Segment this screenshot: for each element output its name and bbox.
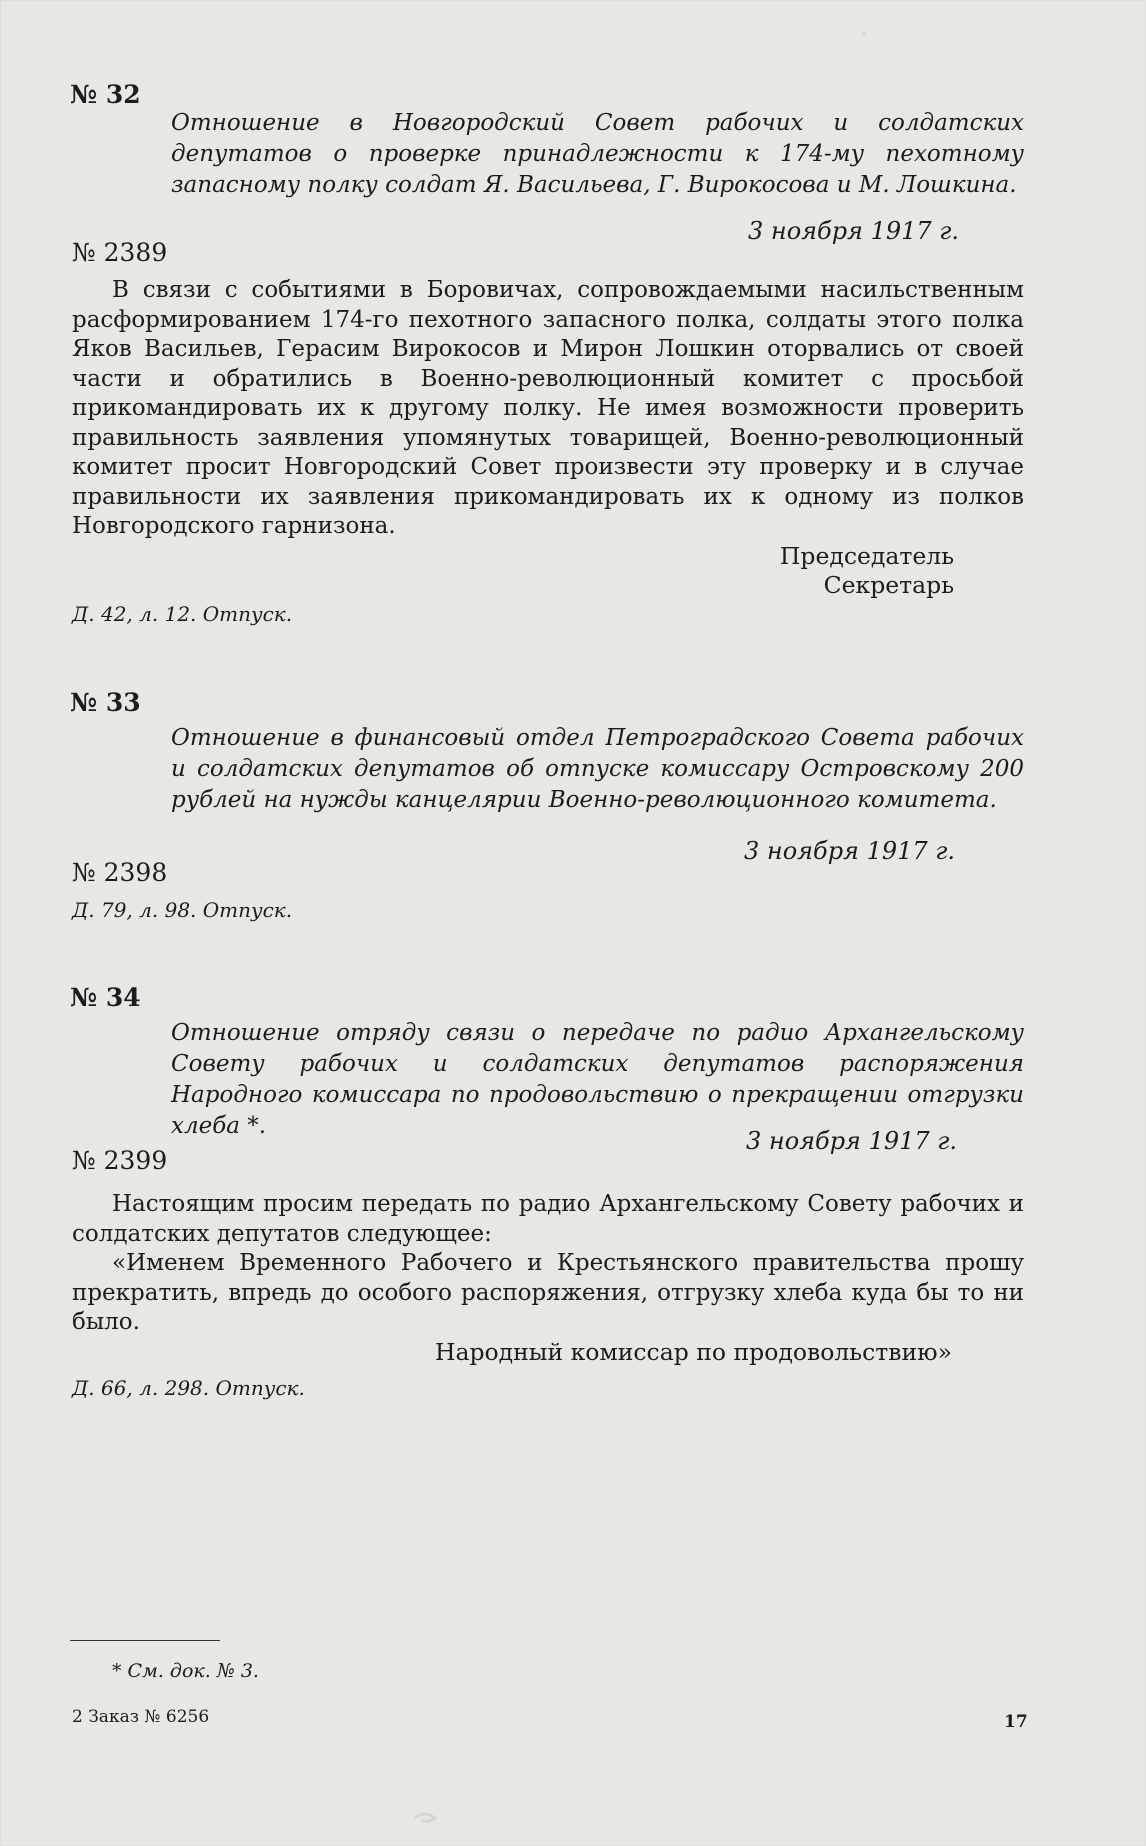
doc32-signer-secretary: Секретарь [823,571,954,599]
doc34-body [72,1190,1024,1338]
doc33-title: Отношение в финансовый отдел Петроградского Совета рабочих и солдатских депутатов об отпуске комиссару Островскому 200 рублей на нужды канцелярии Военно-революционного комитета. [171,725,1024,813]
doc32-source: Д. 42, л. 12. Отпуск. [72,602,293,626]
doc33-source: Д. 79, л. 98. Отпуск. [72,898,293,922]
doc34-body-paragraph-1: Настоящим просим передать по радио Архангельскому Совету рабочих и солдатских депутатов следующее: [72,1191,1024,1247]
doc32-signer-chairman: Председатель [779,542,954,570]
doc33-number: № 33 [70,688,141,717]
footnote-divider [70,1640,220,1641]
footnote: * См. док. № 3. [112,1660,259,1682]
doc32-date: 3 ноября 1917 г. [748,217,960,245]
doc32-reg-number: № 2389 [72,238,168,267]
doc34-reg-number: № 2399 [72,1146,168,1175]
doc34-body-paragraph-2: «Именем Временного Рабочего и Крестьянского правительства прошу прекратить, впредь до особого распоряжения, отгрузку хлеба куда бы то ни было. [72,1250,1024,1335]
doc32-number: № 32 [70,80,141,109]
doc34-source: Д. 66, л. 298. Отпуск. [72,1376,305,1400]
page-number: 17 [1004,1712,1028,1732]
print-order: 2 Заказ № 6256 [72,1707,210,1727]
doc34-number: № 34 [70,983,141,1012]
doc33-date: 3 ноября 1917 г. [744,837,956,865]
doc34-title: Отношение отряду связи о передаче по радио Архангельскому Совету рабочих и солдатских депутатов распоряжения Народного комиссара по продовольствию о прекращении отгрузки хлеба *. [171,1020,1024,1139]
doc32-title: Отношение в Новгородский Совет рабочих и солдатских депутатов о проверке принадлежности к 174-му пехотному запасному полку солдат Я. Васильева, Г. Вирокосова и М. Лошкина. [171,110,1024,198]
doc32-signers [600,542,954,600]
doc32-body [72,276,1024,542]
doc33-reg-number: № 2398 [72,858,168,887]
doc32-body-paragraph: В связи с событиями в Боровичах, сопровождаемыми насильственным расформированием 174-го пехотного запасного полка, солдаты этого полка Яков Васильев, Герасим Вирокосов и Мирон Лошкин оторвались от своей части и обратились в Военно-революционный комитет с просьбой прикомандировать их к другому полку. Не имея возможности проверить правильность заявления упомянутых товарищей, Военно-революционный комитет просит Новгородский Совет произвести эту проверку и в случае правильности их заявления прикомандировать их к одному из полков Новгородского гарнизона. [72,277,1024,539]
doc34-date: 3 ноября 1917 г. [746,1127,958,1155]
doc34-signer: Народный комиссар по продовольствию» [434,1338,952,1366]
